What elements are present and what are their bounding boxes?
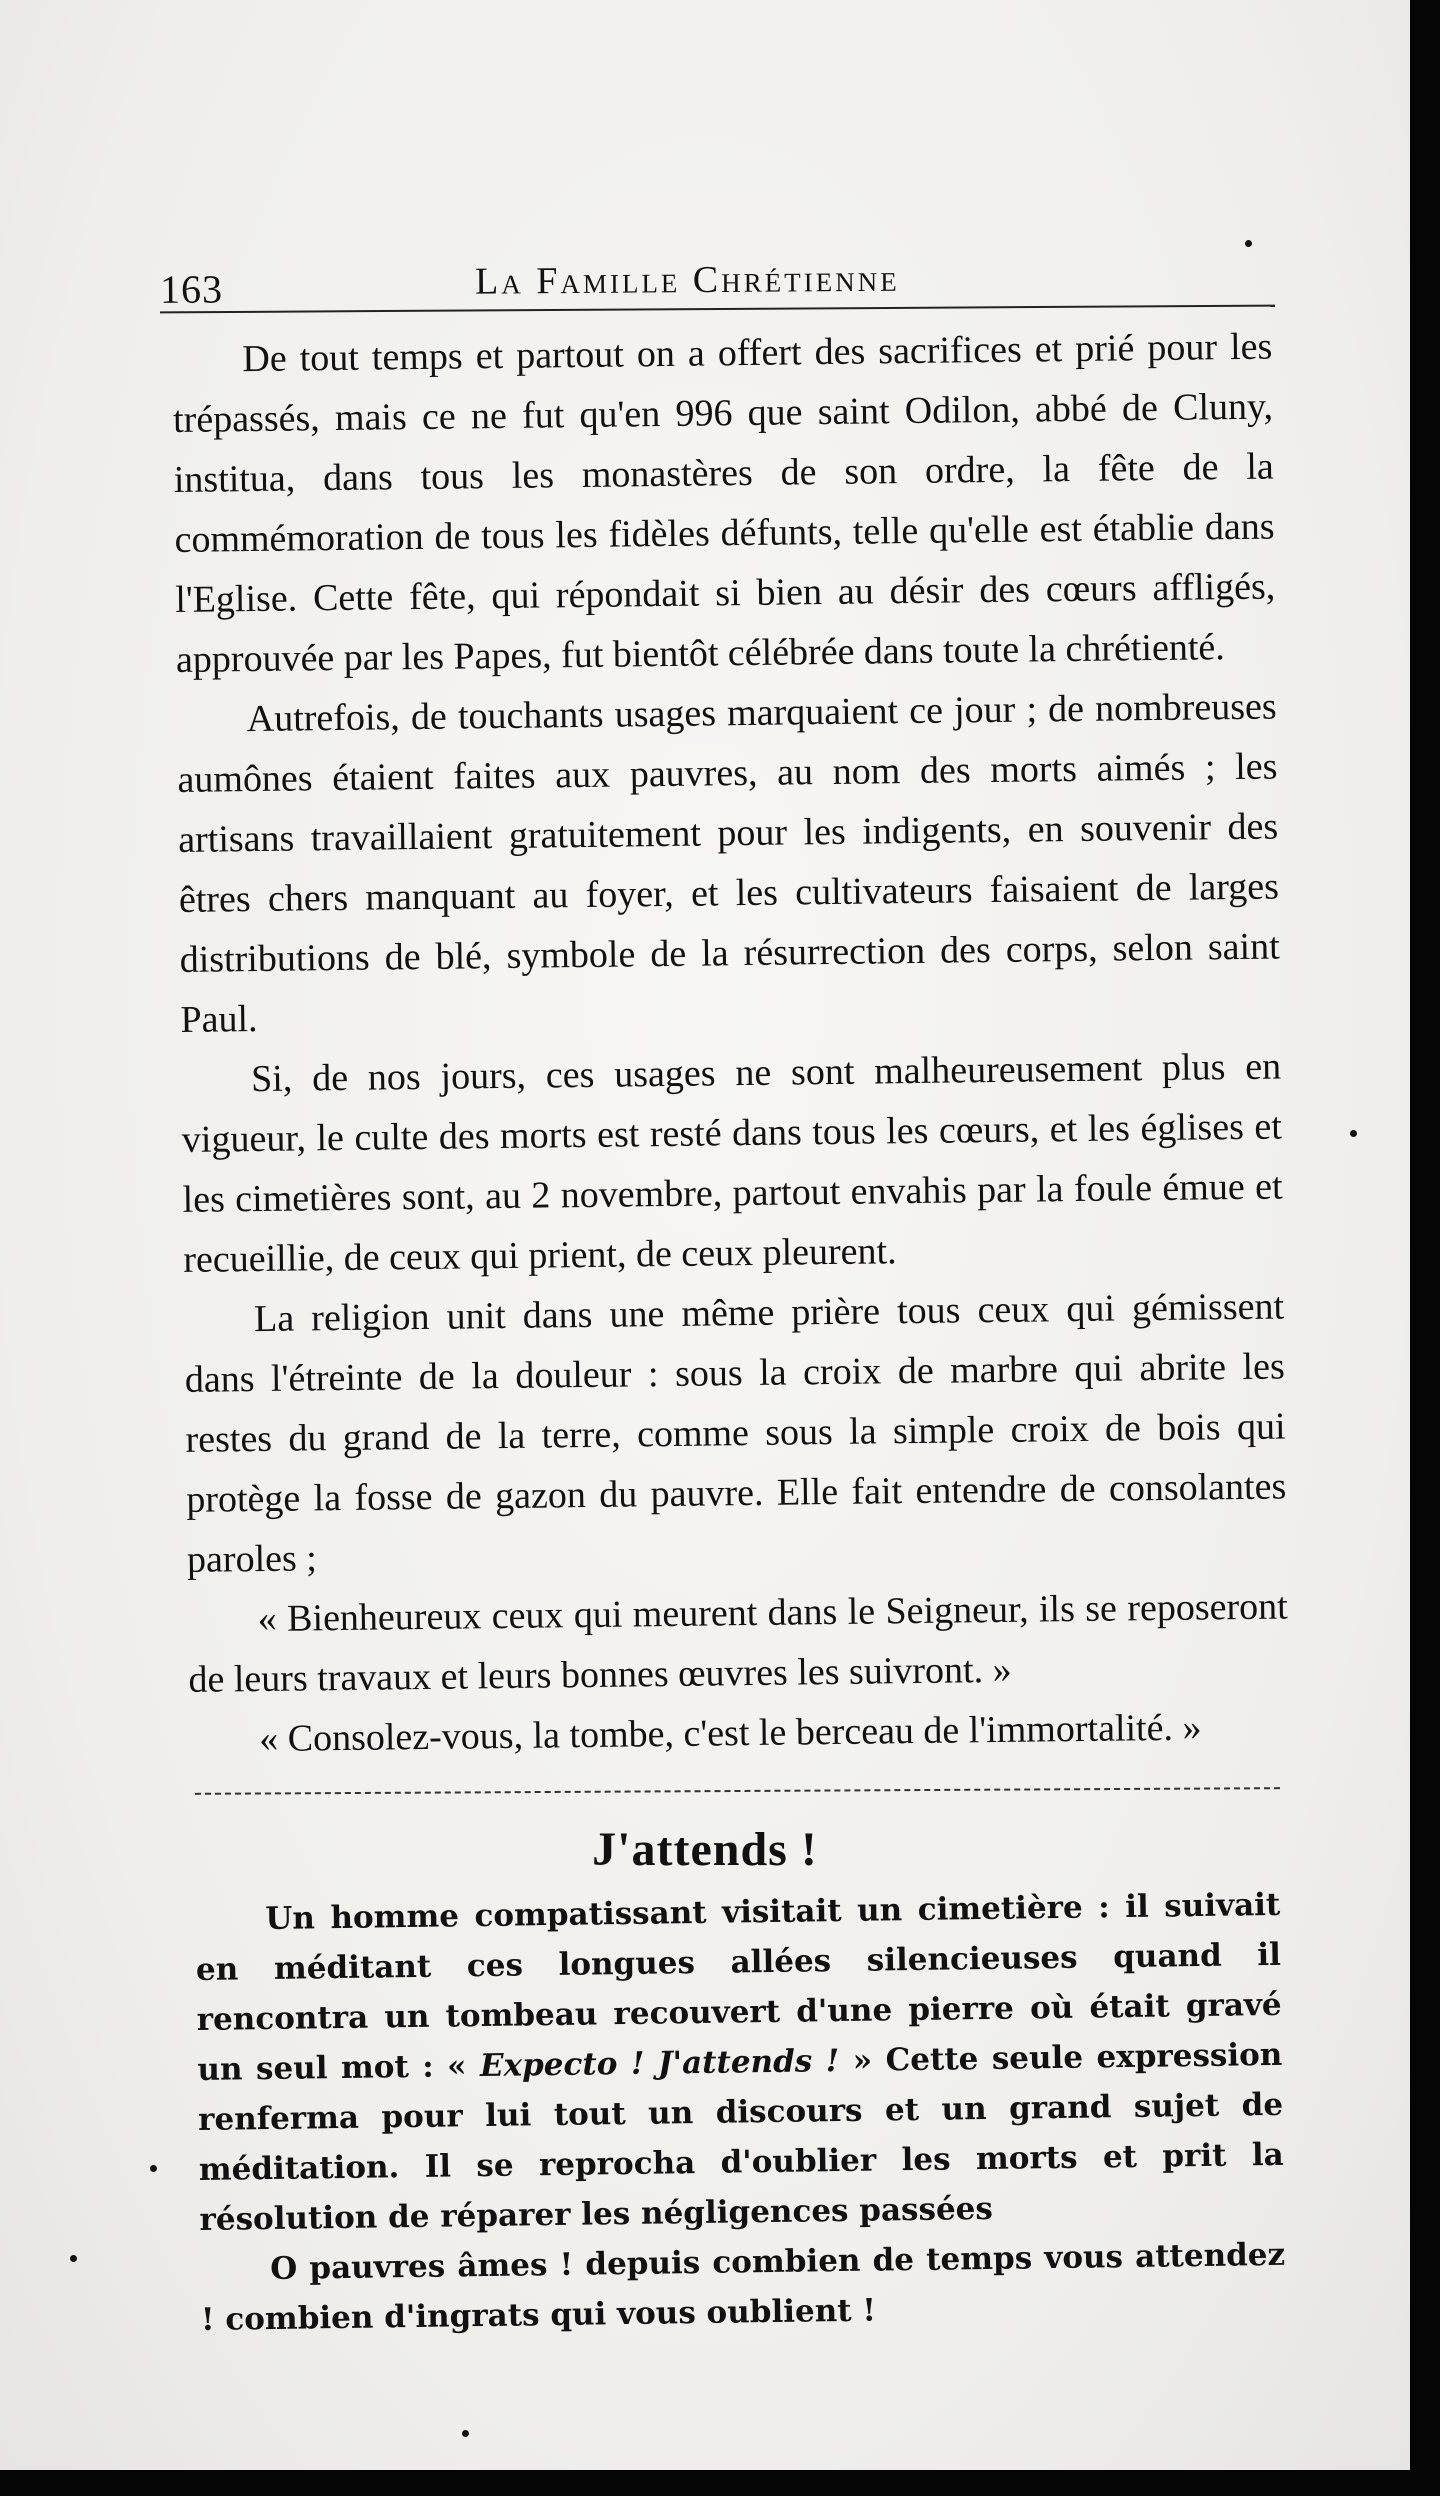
quote-2: « Consolez-vous, la tombe, c'est le berceau de l'immortalité. » [258,1706,1202,1761]
ink-speck [70,2255,77,2262]
quote-1: « Bienheureux ceux qui meurent dans le Seigneur, ils se reposeront de leurs travaux et leurs bonnes œuvres les suivront. » [188,1585,1288,1701]
anecdote-paragraph-2: O pauvres âmes ! depuis combien de temps vous attendez ! combien d'ingrats qui vous oublient ! [200,2236,1286,2338]
ink-speck [1350,1130,1357,1137]
section-title: J'attends ! [592,1823,818,1876]
page-number: 163 [159,266,224,312]
anecdote-paragraph-1 [195,1880,1285,2245]
epitaph-text: Expecto ! J'attends ! [479,2043,840,2085]
running-title: La Famille Chrétienne [474,257,900,303]
anecdote-p1-start: Un homme compatissant visitait un cimetière : il suivait en méditant ces longues allées silencieuses quand il rencontra un tombeau recouvert d'une pierre où était gravé un seul mot : « [195,1886,1282,2088]
main-text [172,317,1290,1770]
anecdote-p1-end: » Cette seule expression renferma pour lui tout un discours et un grand sujet de méditation. Il se reprocha d'oublier les morts et prit la résolution de réparer les négligences passées [197,2036,1284,2238]
paragraph-2: Autrefois, de touchants usages marquaient ce jour ; de nombreuses aumônes étaient faites aux pauvres, au nom des morts aimés ; les artisans travaillaient gratuitement pour les indigents, en souvenir des êtres chers manquant au foyer, et les cultivateurs faisaient de larges distributions de blé, symbole de la résurrection des corps, selon saint Paul. [177,685,1280,1041]
section-divider [195,1787,1280,1795]
anecdote-text [195,1880,1286,2345]
ink-speck [150,2165,157,2172]
ink-speck [462,2430,469,2437]
ink-speck [1245,240,1252,247]
paragraph-1: De tout temps et partout on a offert des sacrifices et prié pour les trépassés, mais ce ne fut qu'en 996 que saint Odilon, abbé de Cluny, institua, dans tous les monastères de son ordre, la fête de la commémoration de tous les fidèles défunts, telle qu'elle est établie dans l'Eglise. Cette fête, qui répondait si bien au désir des cœurs affligés, approuvée par les Papes, fut bientôt célébrée dans toute la chrétienté. [172,325,1276,681]
header-rule [160,305,1275,314]
running-head [159,248,1270,312]
paragraph-3: Si, de nos jours, ces usages ne sont malheureusement plus en vigueur, le culte des morts est resté dans tous les cœurs, et les églises et les cimetières sont, au 2 novembre, partout envahis par la foule émue et recueillie, de ceux qui prient, de ceux pleurent. [181,1045,1283,1281]
paragraph-4: La religion unit dans une même prière tous ceux qui gémissent dans l'étreinte de la douleur : sous la croix de marbre qui abrite les restes du grand de la terre, comme sous la simple croix de bois qui protège la fosse de gazon du pauvre. Elle fait entendre de consolantes paroles ; [184,1285,1287,1581]
